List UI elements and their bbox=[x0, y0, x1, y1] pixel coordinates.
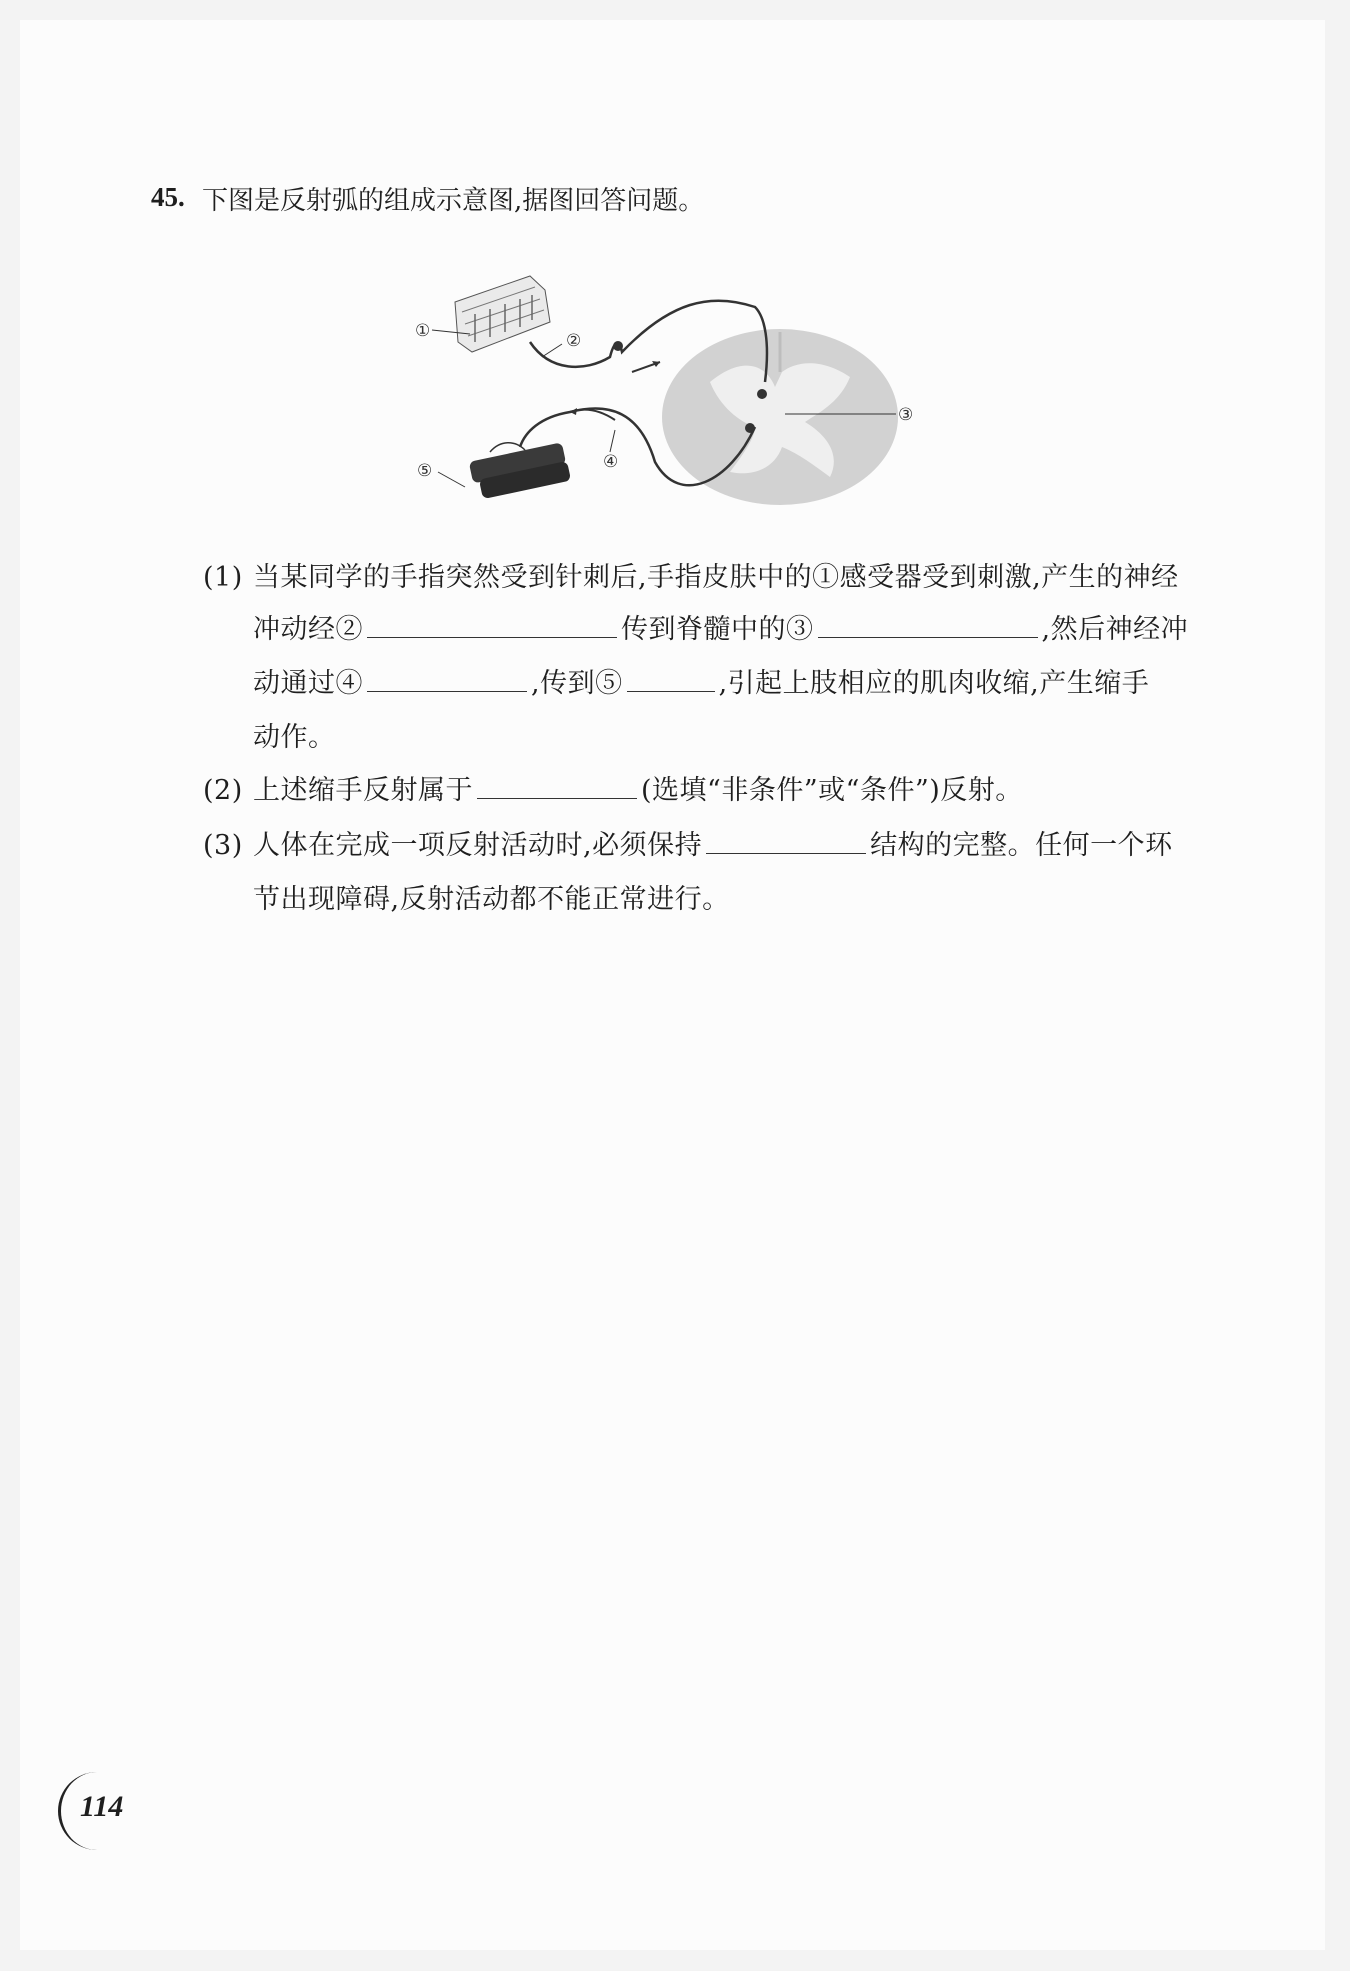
answer-blank-6[interactable] bbox=[706, 831, 866, 854]
part3-line1 bbox=[203, 823, 1173, 862]
part1-text3a: 动通过④ bbox=[253, 668, 363, 699]
part3-text-a: 人体在完成一项反射活动时,必须保持 bbox=[253, 830, 703, 861]
answer-blank-4[interactable] bbox=[627, 669, 715, 692]
part1-text3b: ,传到⑤ bbox=[531, 668, 623, 699]
part2-text-b: (选填“非条件”或“条件”)反射。 bbox=[641, 775, 1023, 806]
part2-line1 bbox=[203, 768, 1023, 807]
marker-2: ② bbox=[566, 331, 582, 351]
part3-label: (3) bbox=[203, 830, 243, 861]
part1-text1: 当某同学的手指突然受到针刺后,手指皮肤中的①感受器受到刺激,产生的神经 bbox=[253, 562, 1179, 593]
question-stem: 下图是反射弧的组成示意图,据图回答问题。 bbox=[202, 186, 705, 216]
spinal-cord-illustration bbox=[662, 329, 898, 505]
part1-line1 bbox=[203, 555, 1179, 594]
part1-label: (1) bbox=[203, 562, 243, 593]
part1-text3c: ,引起上肢相应的肌肉收缩,产生缩手 bbox=[718, 668, 1150, 699]
part3-line2 bbox=[253, 877, 730, 916]
part3-text-b: 结构的完整。任何一个环 bbox=[870, 830, 1173, 861]
marker-1: ① bbox=[415, 321, 431, 341]
part1-line3 bbox=[253, 661, 1149, 700]
answer-blank-2[interactable] bbox=[818, 615, 1038, 638]
part1-line2 bbox=[253, 607, 1188, 646]
part1-text2b: 传到脊髓中的③ bbox=[621, 614, 814, 645]
part2-label: (2) bbox=[203, 775, 243, 806]
part2-text-a: 上述缩手反射属于 bbox=[253, 775, 473, 806]
part3-text-2: 节出现障碍,反射活动都不能正常进行。 bbox=[253, 884, 730, 915]
skin-receptor-illustration bbox=[455, 276, 550, 352]
answer-blank-1[interactable] bbox=[367, 615, 617, 638]
marker-4: ④ bbox=[603, 452, 619, 472]
answer-blank-3[interactable] bbox=[367, 669, 527, 692]
marker-3: ③ bbox=[898, 405, 914, 425]
question-number: 45. bbox=[151, 182, 185, 212]
page-number: 114 bbox=[80, 1790, 124, 1823]
marker-5: ⑤ bbox=[417, 461, 433, 481]
part1-line4 bbox=[253, 715, 336, 754]
part1-text4: 动作。 bbox=[253, 722, 336, 753]
answer-blank-5[interactable] bbox=[477, 776, 637, 799]
reflex-arc-figure bbox=[410, 262, 950, 532]
part1-text2a: 冲动经② bbox=[253, 614, 363, 645]
muscle-illustration bbox=[469, 442, 571, 499]
part1-text2c: ,然后神经冲 bbox=[1041, 614, 1189, 645]
